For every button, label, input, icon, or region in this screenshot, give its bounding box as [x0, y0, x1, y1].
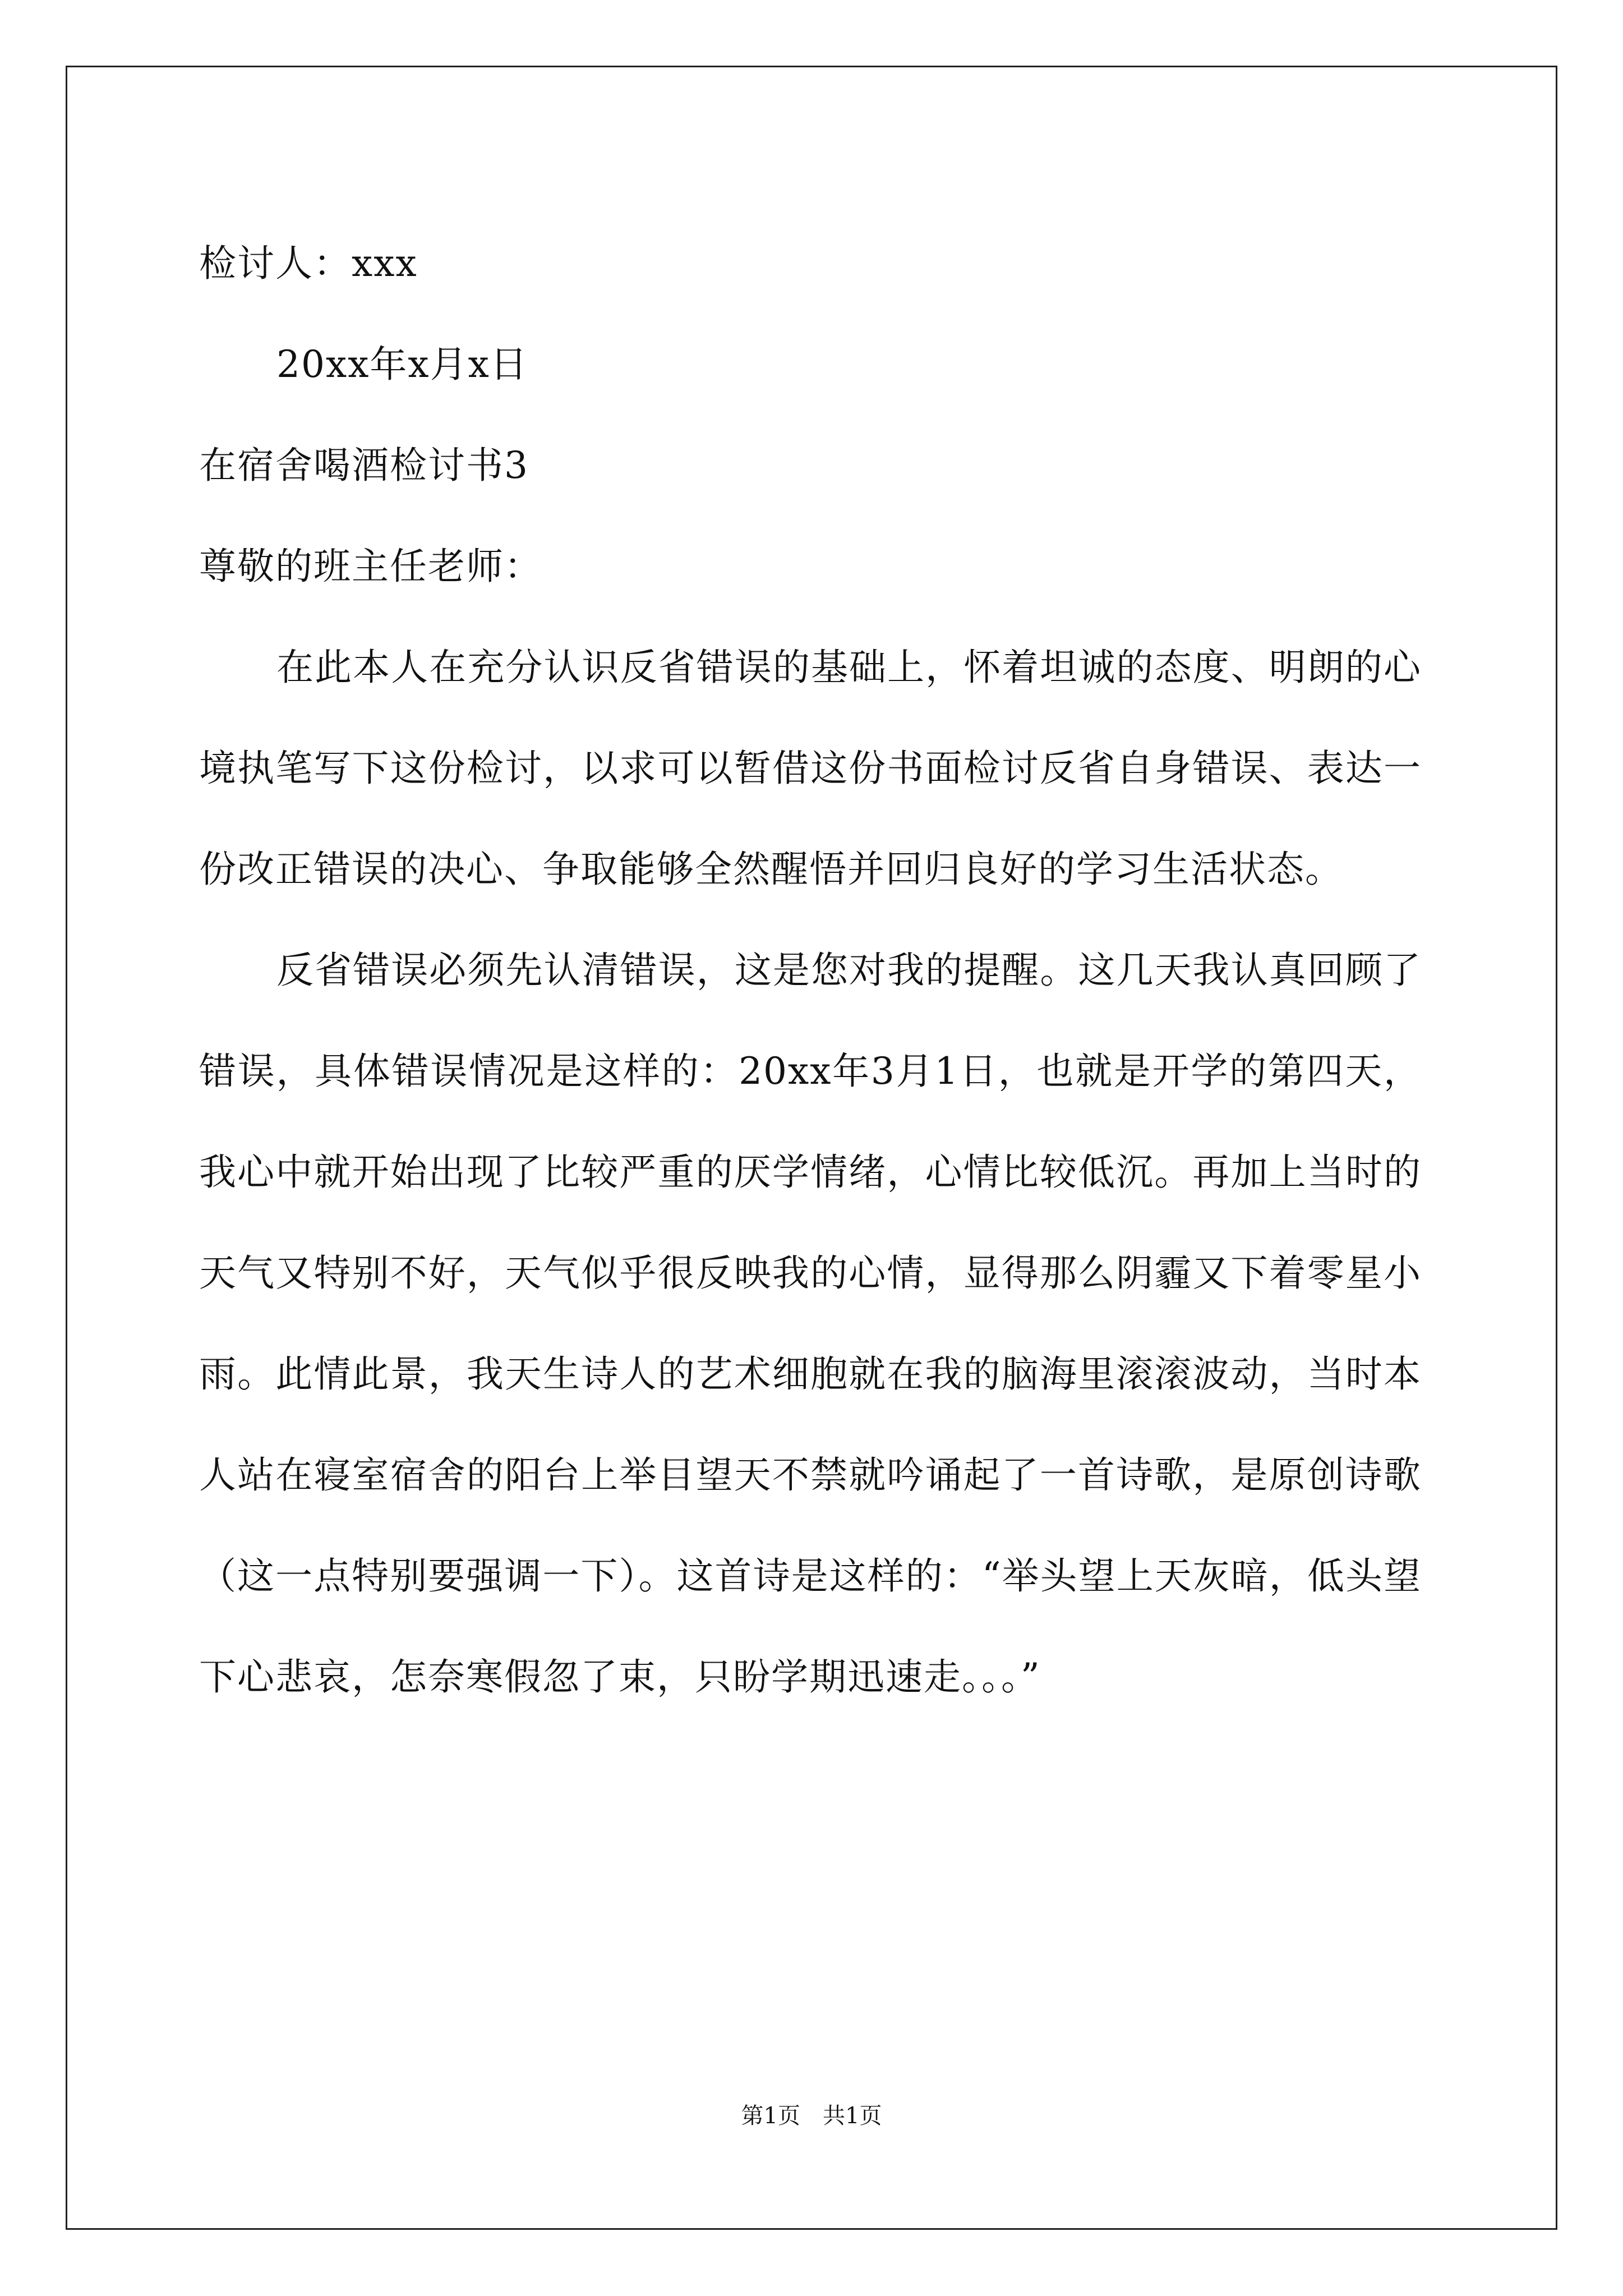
paragraph-intro: 在此本人在充分认识反省错误的基础上，怀着坦诚的态度、明朗的心境执笔写下这份检讨，以求可以暂借这份书面检讨反省自身错误、表达一份改正错误的决心、争取能够全然醒悟并回归良好的学习生活状态。 [199, 646, 1422, 891]
date-line: 20xx年x月x日 [276, 343, 528, 386]
salutation: 尊敬的班主任老师： [199, 545, 542, 588]
paragraph-account: 反省错误必须先认清错误，这是您对我的提醒。这几天我认真回顾了错误，具体错误情况是这样的：20xx年3月1日，也就是开学的第四天，我心中就开始出现了比较严重的厌学情绪，心情比较低沉。再加上当时的天气又特别不好，天气似乎很反映我的心情，显得那么阴霾又下着零星小雨。此情此景，我天生诗人的艺术细胞就在我的脑海里滚滚波动，当时本人站在寝室宿舍的阳台上举目望天不禁就吟诵起了一首诗歌，是原创诗歌（这一点特别要强调一下）。这首诗是这样的：“举头望上天灰暗，低头望下心悲哀，怎奈寒假忽了束，只盼学期迅速走。。。” [199, 949, 1422, 1699]
page-number-current: 第1页 [741, 2103, 800, 2129]
signer-line: 检讨人：xxx [199, 242, 418, 285]
document-body [199, 213, 1422, 1728]
section-title: 在宿舍喝酒检讨书3 [199, 444, 529, 487]
page-footer [0, 2099, 1623, 2133]
page-number-total: 共1页 [823, 2103, 882, 2129]
